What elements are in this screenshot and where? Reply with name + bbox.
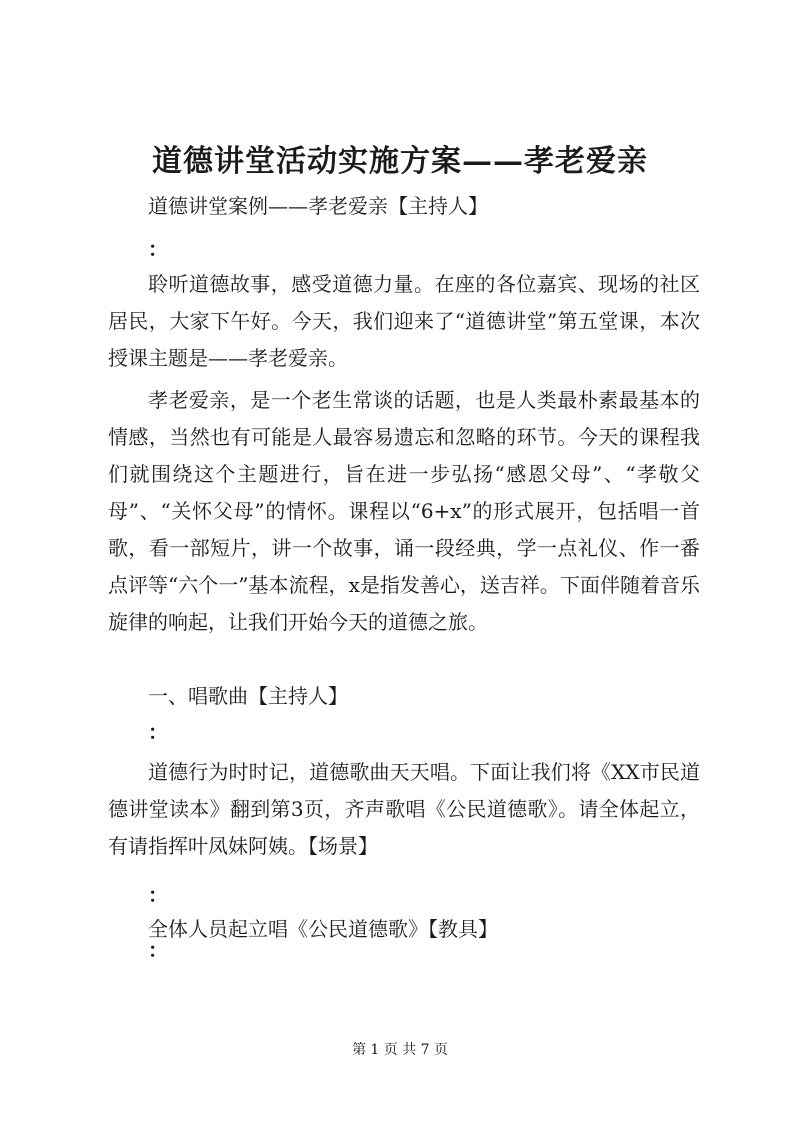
speaker-colon: ： (148, 237, 168, 261)
theme-paragraph: 孝老爱亲，是一个老生常谈的话题，也是人类最朴素最基本的情感，当然也有可能是人最容易遗忘和忽略的环节。今天的课程我们就围绕这个主题进行，旨在进一步弘扬“感恩父母”、“孝敬父母”、“关怀父母”的情怀。课程以“6+x”的形式展开，包括唱一首歌，看一部短片，讲一个故事，诵一段经典，学一点礼仪、作一番点评等“六个一”基本流程，x是指发善心，送吉祥。下面伴随着音乐旋律的响起，让我们开始今天的道德之旅。 (108, 388, 700, 634)
opening-paragraph: 聆听道德故事，感受道德力量。在座的各位嘉宾、现场的社区居民，大家下午好。今天，我们迎来了“道德讲堂”第五堂课，本次授课主题是——孝老爱亲。 (108, 272, 700, 370)
speaker-colon: ： (148, 720, 168, 744)
aid-colon: ： (148, 938, 168, 962)
song-paragraph: 道德行为时时记，道德歌曲天天唱。下面让我们将《XX市民道德讲堂读本》翻到第3页，齐声歌唱《公民道德歌》。请全体起立，有请指挥叶凤妹阿姨。【场景】 (108, 760, 700, 858)
document-title: 道德讲堂活动实施方案——孝老爱亲 (152, 144, 648, 179)
teaching-aid-line: 全体人员起立唱《公民道德歌》【教具】 (148, 917, 498, 941)
host-intro-line: 道德讲堂案例——孝老爱亲【主持人】 (148, 194, 488, 218)
scene-colon: ： (148, 883, 168, 907)
section-heading-sing: 一、唱歌曲【主持人】 (148, 684, 348, 708)
page-footer: 第 1 页 共 7 页 (351, 1042, 449, 1058)
